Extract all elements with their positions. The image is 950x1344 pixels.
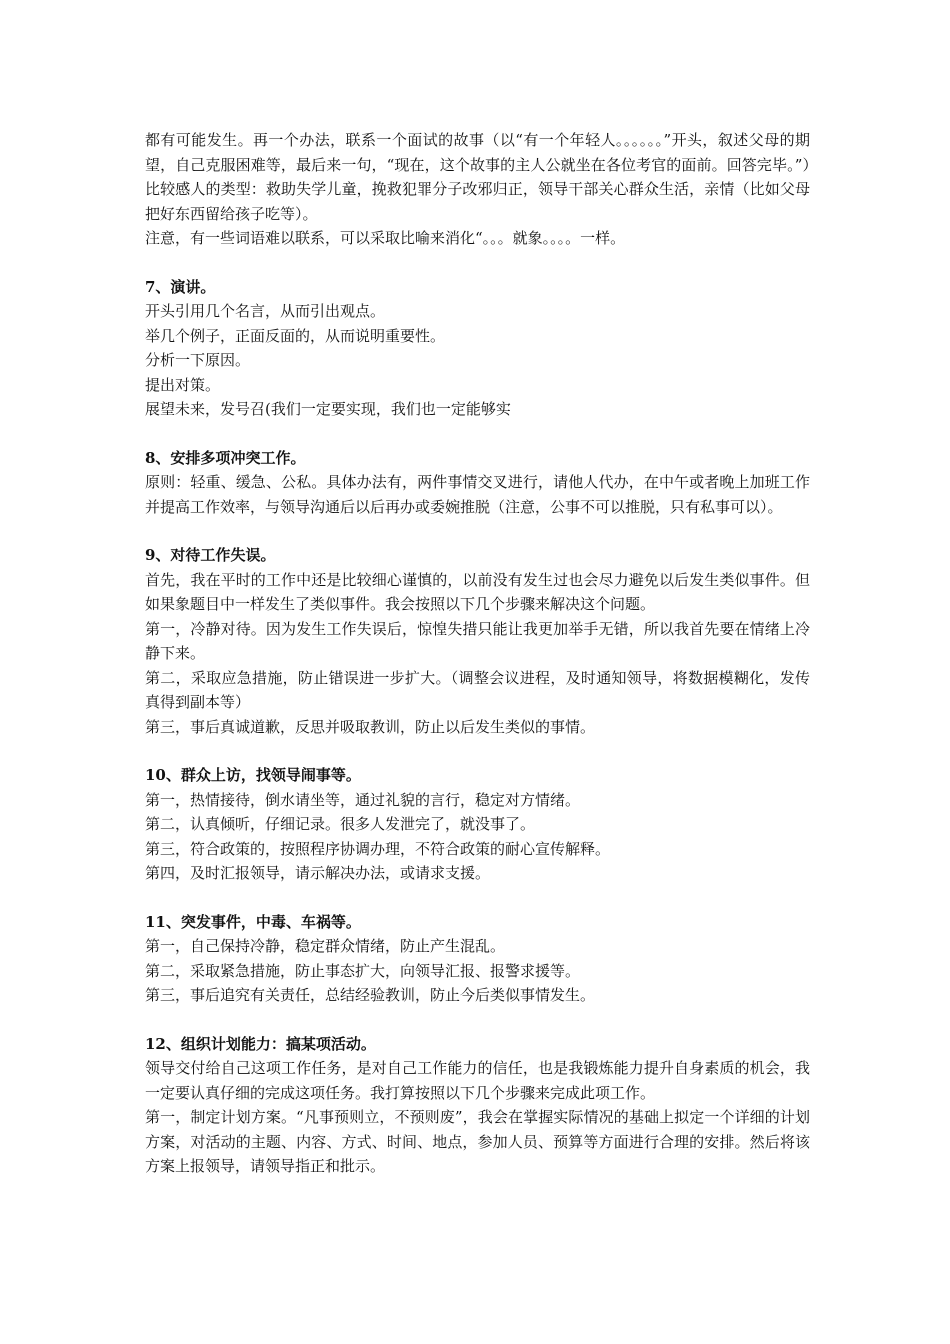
section-line: 第四，及时汇报领导，请示解决办法，或请求支援。 bbox=[145, 864, 491, 882]
section-line: 开头引用几个名言，从而引出观点。 bbox=[145, 302, 386, 320]
section-gap bbox=[145, 422, 810, 446]
section-line: 第三，事后追究有关责任，总结经验教训，防止今后类似事情发生。 bbox=[145, 986, 596, 1004]
section-line: 第二，采取应急措施，防止错误进一步扩大。（调整会议进程，及时通知领导，将数据模糊化，发传真得到副本等） bbox=[145, 668, 810, 711]
section-gap bbox=[145, 739, 810, 763]
section-line: 分析一下原因。 bbox=[145, 351, 251, 369]
section-heading: 11、突发事件，中毒、车祸等。 bbox=[145, 912, 361, 931]
document-page bbox=[145, 128, 810, 1179]
intro-paragraph: 都有可能发生。再一个办法，联系一个面试的故事（以“有一个年轻人。。。。。。”开头，叙述父母的期望，自己克服困难等，最后来一句，“现在，这个故事的主人公就坐在各位考官的面前。回答完毕。”）比较感人的类型：救助失学儿童，挽救犯罪分子改邪归正，领导干部关心群众生活，亲情（比如父母把好东西留给孩子吃等）。 bbox=[145, 131, 810, 223]
section-heading: 8、安排多项冲突工作。 bbox=[145, 448, 306, 467]
section-11 bbox=[145, 910, 810, 1008]
section-8 bbox=[145, 446, 810, 520]
section-line: 原则：轻重、缓急、公私。具体办法有，两件事情交叉进行，请他人代办，在中午或者晚上加班工作并提高工作效率，与领导沟通后以后再办或委婉推脱（注意，公事不可以推脱，只有私事可以）。 bbox=[145, 473, 810, 516]
section-gap bbox=[145, 1008, 810, 1032]
section-gap bbox=[145, 886, 810, 910]
section-line: 第二，认真倾听，仔细记录。很多人发泄完了，就没事了。 bbox=[145, 815, 536, 833]
section-line: 第二，采取紧急措施，防止事态扩大，向领导汇报、报警求援等。 bbox=[145, 961, 581, 980]
section-line: 举几个例子，正面反面的，从而说明重要性。 bbox=[145, 326, 446, 345]
section-line: 提出对策。 bbox=[145, 375, 221, 394]
section-heading: 9、对待工作失误。 bbox=[145, 546, 276, 564]
section-line: 第一，制定计划方案。“凡事预则立，不预则废”，我会在掌握实际情况的基础上拟定一个详细的计划方案，对活动的主题、内容、方式、时间、地点，参加人员、预算等方面进行合理的安排。然后将该方案上报领导，请领导指正和批示。 bbox=[145, 1108, 810, 1175]
section-line: 展望未来，发号召(我们一定要实现，我们也一定能够实 bbox=[145, 400, 511, 418]
section-12 bbox=[145, 1032, 810, 1179]
section-line: 第三，符合政策的，按照程序协调办理，不符合政策的耐心宣传解释。 bbox=[145, 839, 611, 858]
section-heading: 10、群众上访，找领导闹事等。 bbox=[145, 766, 361, 784]
section-line: 第一，热情接待，倒水请坐等，通过礼貌的言行，稳定对方情绪。 bbox=[145, 790, 581, 809]
section-10 bbox=[145, 763, 810, 886]
section-7 bbox=[145, 275, 810, 422]
section-heading: 12、组织计划能力：搞某项活动。 bbox=[145, 1034, 376, 1053]
section-line: 首先，我在平时的工作中还是比较细心谨慎的，以前没有发生过也会尽力避免以后发生类似事件。但如果象题目中一样发生了类似事件。我会按照以下几个步骤来解决这个问题。 bbox=[145, 570, 810, 613]
section-gap bbox=[145, 251, 810, 275]
section-heading: 7、演讲。 bbox=[145, 277, 216, 296]
section-line: 第一，自己保持冷静，稳定群众情绪，防止产生混乱。 bbox=[145, 937, 506, 955]
section-line: 第一，冷静对待。因为发生工作失误后，惊惶失措只能让我更加举手无错，所以我首先要在情绪上冷静下来。 bbox=[145, 619, 810, 662]
section-gap bbox=[145, 519, 810, 543]
section-9 bbox=[145, 543, 810, 739]
section-line: 第三，事后真诚道歉，反思并吸取教训，防止以后发生类似的事情。 bbox=[145, 717, 596, 736]
section-line: 领导交付给自己这项工作任务，是对自己工作能力的信任，也是我锻炼能力提升自身素质的机会，我一定要认真仔细的完成这项任务。我打算按照以下几个步骤来完成此项工作。 bbox=[145, 1059, 810, 1102]
intro-note: 注意，有一些词语难以联系，可以采取比喻来消化“。。。就象。。。。一样。 bbox=[145, 229, 626, 247]
